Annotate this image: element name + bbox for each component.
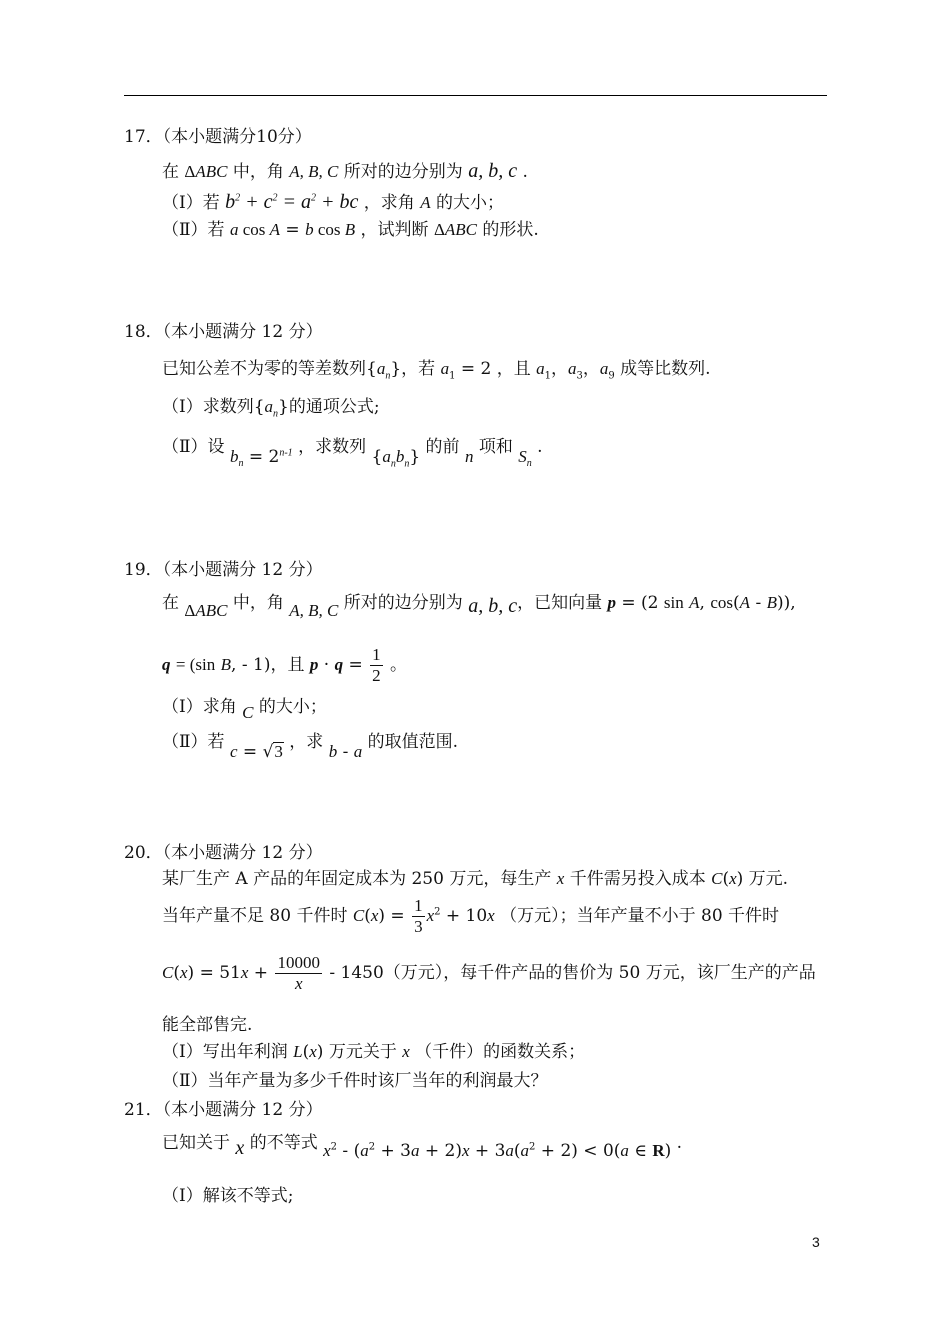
q20-line5: （Ⅰ）写出年利润 L(x) 万元关于 x （千件）的函数关系； (162, 1042, 586, 1062)
q20-line4: 能全部售完. (162, 1015, 253, 1035)
q19-line4: （Ⅱ）若 c = √3 ，求 b - a 的取值范围. (162, 732, 459, 762)
q20-line6: （Ⅱ）当年产量为多少千件时该厂当年的利润最大？ (162, 1071, 548, 1091)
q19-line1: 在 ΔABC 中，角 A, B, C 所对的边分别为 a, b, c，已知向量 p = (2 sin A, cos(A - B)), (162, 593, 796, 620)
q17-line2: （Ⅰ）若 $b^2 + c^2 = a^2$ + bc ，求角 A 的大小； (162, 191, 504, 213)
q21-line1: 已知关于 x 的不等式 $x^2 - (a^2 + 3a + 2)x + 3a(a^2 + 2) < 0(a$ ∈ R) . (162, 1133, 683, 1161)
q20-line1: 某厂生产 A 产品的年固定成本为 250 万元，每生产 x 千件需另投入成本 C(x) 万元. (162, 869, 789, 889)
q18-line1: 已知公差不为零的等差数列$\{a_n\}$，若 $a_1 = 2$ ，且 $a_1$，$a_3$，$a_9$ 成等比数列. (162, 359, 711, 382)
q17-line1: 在 ΔABC 中，角 A, B, C 所对的边分别为 a, b, c . (162, 160, 528, 182)
q20-line2: 当年产量不足 80 千件时 C(x) = $\frac{1}{3}$ $x^2 + 10x$ （万元）；当年产量不小于 80 千件时 (162, 896, 780, 936)
q18-header: 18．（本小题满分 12 分） (124, 322, 323, 342)
q18-line2: （Ⅰ）求数列$\{a_n\}$的通项公式; (162, 397, 380, 420)
q19-header: 19．（本小题满分 12 分） (124, 560, 323, 580)
q17-line3: （Ⅱ）若 a cos A = b cos B ，试判断 ΔABC 的形状. (162, 220, 539, 240)
q20-line3: C(x) = 51x + $\frac{10000}{x}$ - 1450（万元），每千件产品的售价为 50 万元，该厂生产的产品 (162, 953, 816, 993)
q21-header: 21．（本小题满分 12 分） (124, 1100, 323, 1120)
header-rule (124, 95, 827, 96)
q19-line2: q = (sin B, - 1)，且 p · q = $\frac{1}{2}$ 。 (162, 645, 408, 685)
q18-line3: （Ⅱ）设 $b_n = 2^{n-1}$ ，求数列 $\{a_nb_n\}$ 的前 n 项和 $S_n$ . (162, 437, 543, 470)
q21-line2: （Ⅰ）解该不等式; (162, 1186, 294, 1206)
page-number: 3 (812, 1234, 820, 1250)
q20-header: 20．（本小题满分 12 分） (124, 843, 323, 863)
q17-header: 17．（本小题满分10分） (124, 127, 312, 147)
q19-line3: （Ⅰ）求角 C 的大小； (162, 697, 327, 722)
